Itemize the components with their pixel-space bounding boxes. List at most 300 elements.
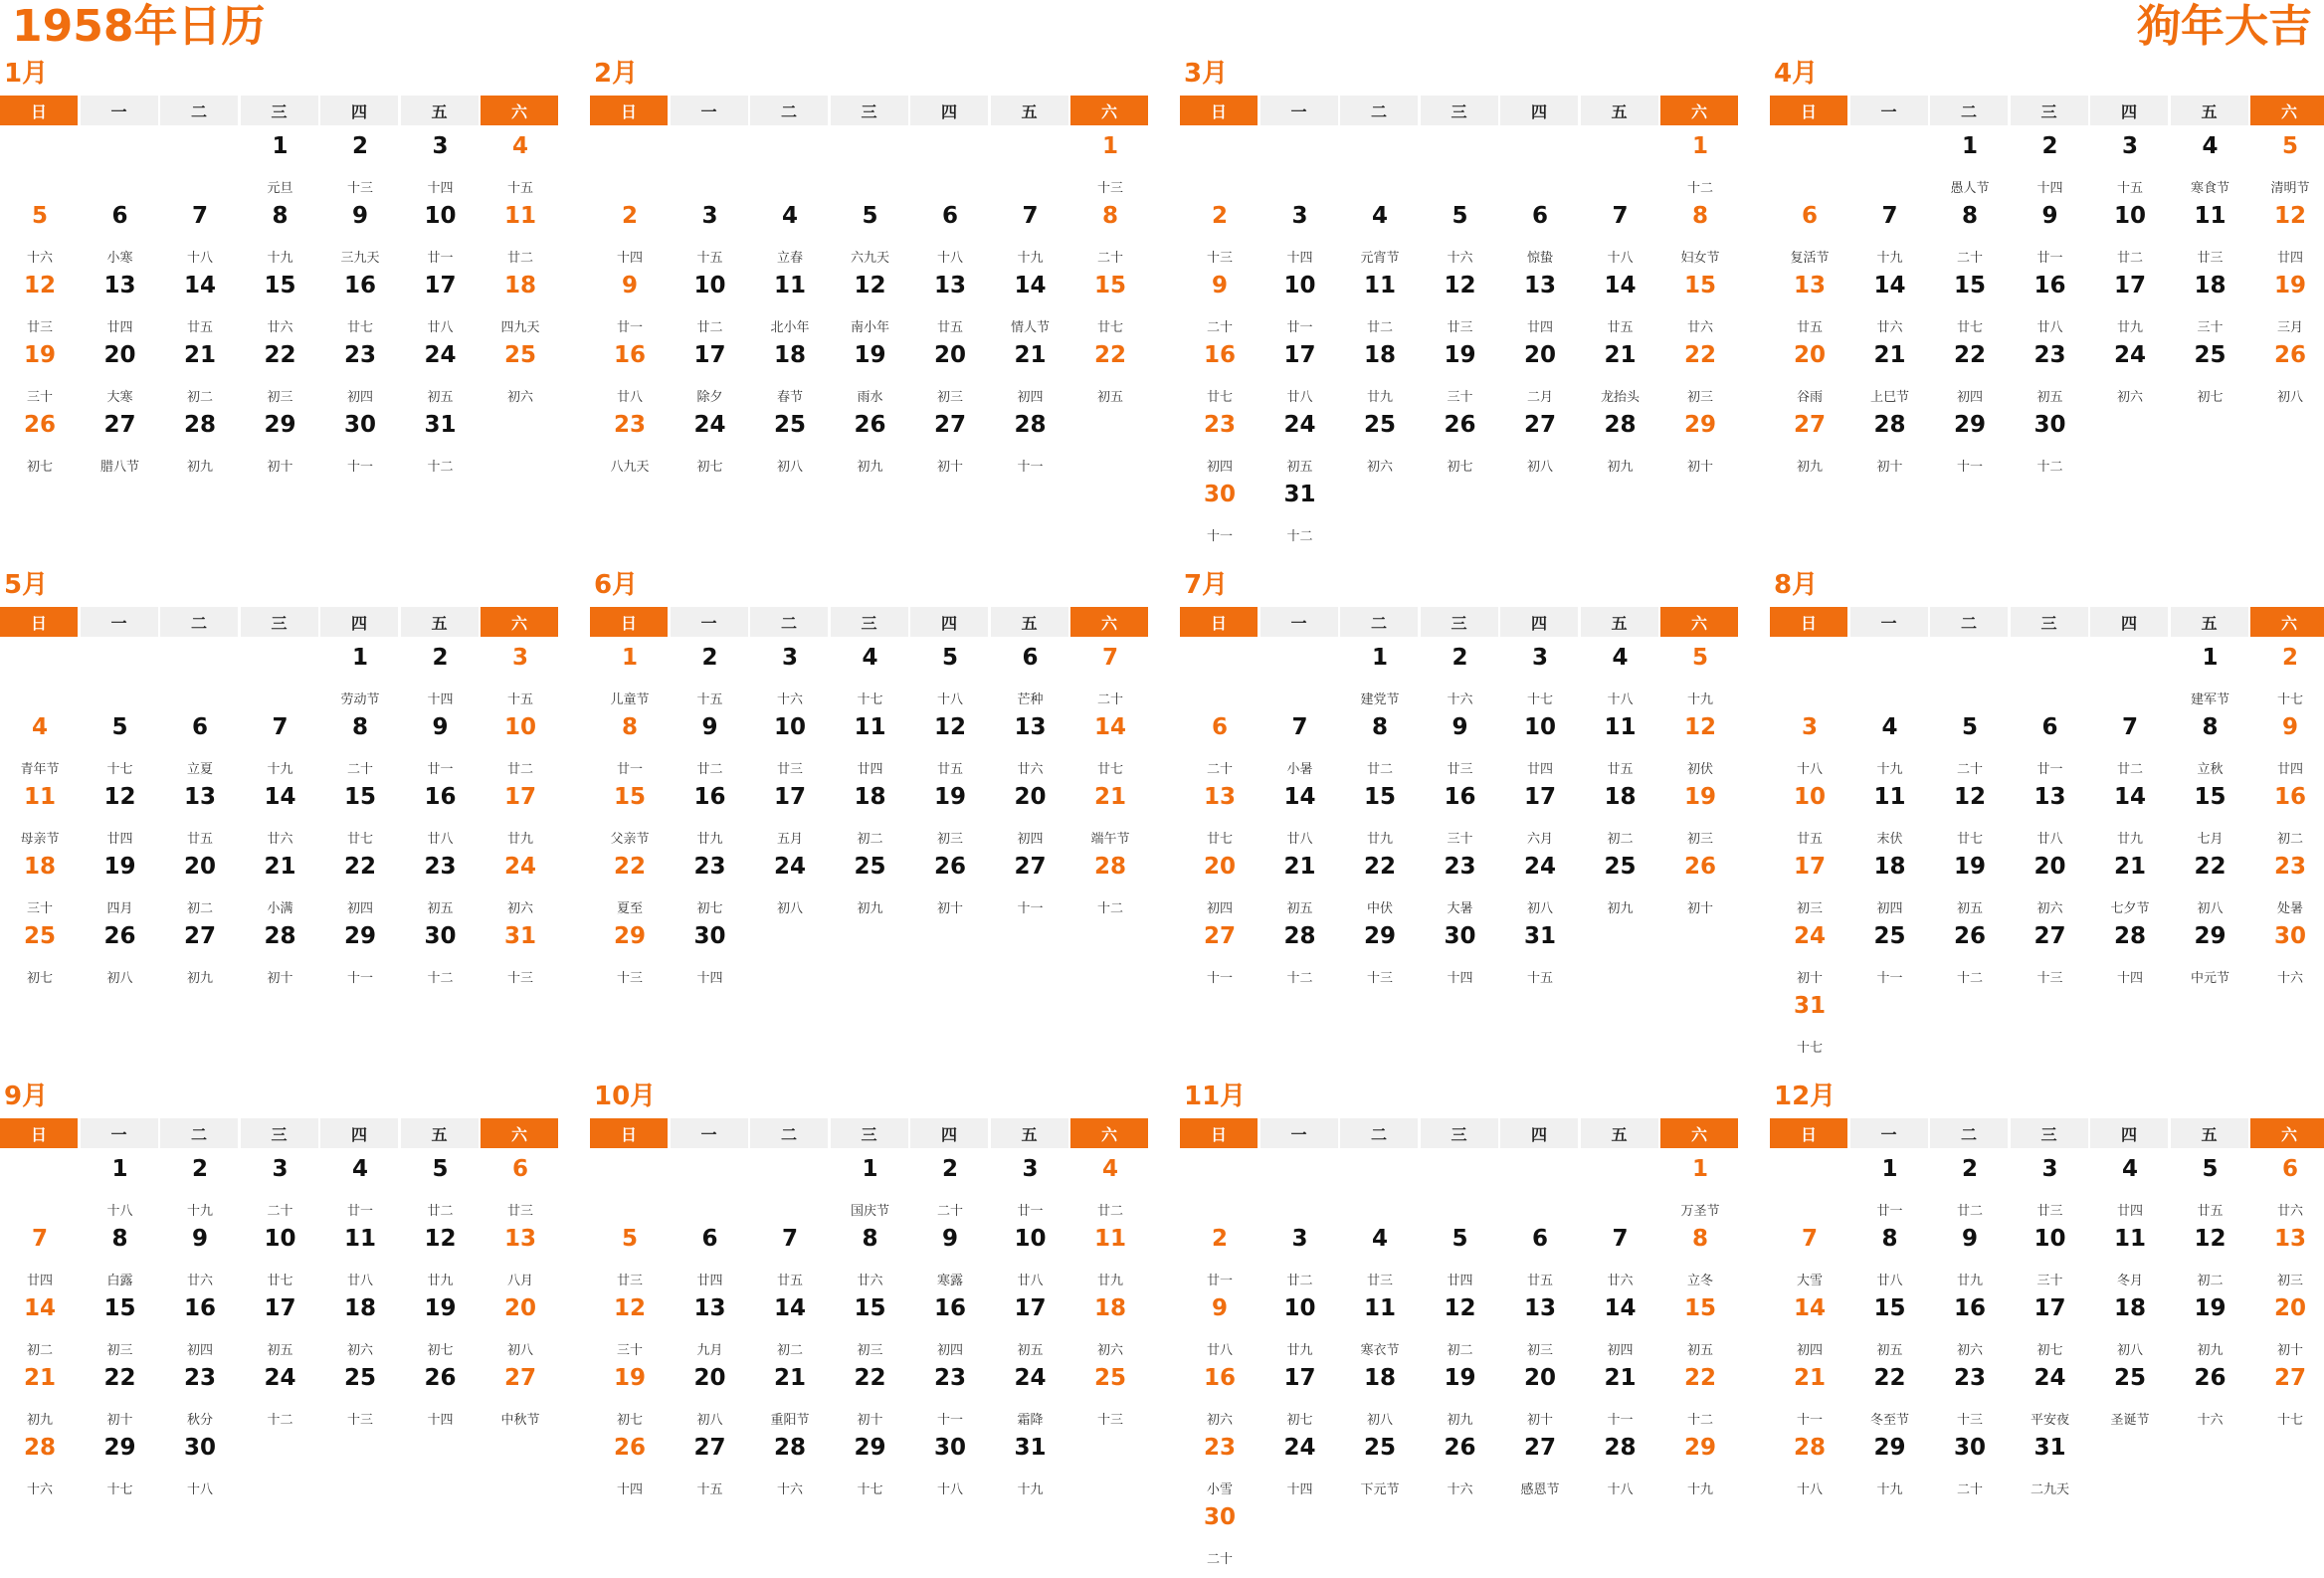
day-number: 5: [111, 714, 128, 740]
day-cell: [1180, 199, 1259, 269]
day-cell: [1660, 1291, 1740, 1361]
day-cell: [1340, 338, 1420, 408]
day-cell: [2090, 780, 2170, 850]
day-number: 16: [343, 273, 376, 298]
day-number: 4: [1612, 645, 1629, 671]
day-number: 15: [613, 784, 646, 810]
lunar-date: 初四: [1956, 390, 1983, 405]
day-number: 25: [1363, 1435, 1396, 1461]
day-cell: [671, 641, 750, 710]
day-number: 26: [23, 412, 56, 438]
day-number: 21: [1793, 1365, 1826, 1391]
weekday-label: 三: [241, 96, 318, 125]
day-number: 17: [424, 273, 457, 298]
day-number: 17: [1793, 854, 1826, 880]
lunar-date: 十五: [2116, 181, 2143, 196]
day-cell: [1180, 478, 1259, 547]
lunar-date: 廿九: [2116, 832, 2143, 847]
lunar-date: 初五: [1286, 460, 1313, 475]
day-cell: [1770, 1431, 1849, 1500]
day-cell: [401, 1152, 481, 1222]
weekday-label: 五: [1581, 607, 1658, 637]
day-number: 13: [1523, 1295, 1556, 1321]
day-cell: [1180, 1361, 1259, 1431]
day-number: 1: [1961, 133, 1978, 159]
weekday-header: [1180, 607, 1738, 637]
day-cell: [1581, 408, 1660, 478]
day-cell: [1260, 1361, 1340, 1431]
day-cell: [2011, 338, 2090, 408]
lunar-date: 廿九: [1956, 1274, 1983, 1288]
day-cell: [1770, 199, 1849, 269]
day-cell: [1850, 408, 1930, 478]
lunar-date: 十三: [1096, 181, 1123, 196]
day-number: 5: [2281, 133, 2298, 159]
day-number: 24: [1283, 412, 1316, 438]
lunar-date: 父亲节: [610, 832, 650, 847]
day-cell: [1070, 850, 1150, 919]
day-number: 23: [693, 854, 726, 880]
weekday-label: 五: [991, 607, 1068, 637]
day-number: 2: [1452, 645, 1468, 671]
lunar-date: 廿六: [1686, 320, 1713, 335]
lunar-date: 廿四: [1526, 320, 1553, 335]
day-cell: [671, 850, 750, 919]
lunar-date: 南小年: [850, 320, 889, 335]
day-number: 14: [183, 273, 216, 298]
day-number: 28: [1873, 412, 1906, 438]
day-number: 14: [1093, 714, 1126, 740]
lunar-date: 十七: [2276, 1413, 2303, 1428]
day-cell: [1180, 1431, 1259, 1500]
lunar-date: 初十: [106, 1413, 133, 1428]
day-number: 23: [933, 1365, 966, 1391]
day-cell: [160, 1361, 240, 1431]
day-cell: [750, 269, 830, 338]
day-number: 19: [2194, 1295, 2227, 1321]
lunar-date: 大寒: [106, 390, 133, 405]
day-number: 12: [2194, 1226, 2227, 1252]
lunar-date: 十八: [1796, 762, 1823, 777]
lunar-date: 除夕: [696, 390, 723, 405]
day-cell: [1660, 129, 1740, 199]
day-number: 9: [1211, 273, 1228, 298]
day-cell: [481, 199, 560, 269]
day-cell: [2090, 850, 2170, 919]
weekday-label: 三: [1421, 1118, 1498, 1148]
lunar-date: 二十: [936, 1204, 963, 1219]
lunar-date: 初二: [186, 901, 213, 916]
lunar-date: 廿七: [267, 1274, 293, 1288]
lunar-date: 十六: [1447, 692, 1473, 707]
lunar-date: 初八: [106, 971, 133, 986]
lunar-date: 廿五: [186, 320, 213, 335]
day-number: 28: [1604, 412, 1637, 438]
day-number: 3: [511, 645, 528, 671]
day-number: 7: [1291, 714, 1308, 740]
weekday-label: 日: [1770, 96, 1847, 125]
lunar-date: 廿一: [2036, 251, 2063, 266]
day-number: 8: [2202, 714, 2219, 740]
lunar-date: 初三: [267, 390, 293, 405]
day-number: 1: [862, 1156, 878, 1182]
day-number: 19: [23, 342, 56, 368]
day-number: 21: [1604, 1365, 1637, 1391]
lunar-date: 廿三: [1447, 762, 1473, 777]
lunar-date: 初四: [186, 1343, 213, 1358]
lunar-date: 廿二: [2116, 251, 2143, 266]
day-cell: [1770, 338, 1849, 408]
lunar-date: 立冬: [1686, 1274, 1713, 1288]
weekday-label: 六: [1070, 96, 1148, 125]
day-cell: [1340, 1431, 1420, 1500]
day-cell: [2171, 710, 2250, 780]
day-cell: [81, 269, 160, 338]
lunar-date: 廿六: [267, 832, 293, 847]
weekday-label: 五: [991, 1118, 1068, 1148]
day-cell: [401, 1291, 481, 1361]
day-cell: [1421, 850, 1500, 919]
day-number: 13: [1203, 784, 1236, 810]
day-number: 8: [1691, 1226, 1708, 1252]
lunar-date: 五月: [776, 832, 803, 847]
day-cell: [671, 1222, 750, 1291]
lunar-date: 初八: [1526, 460, 1553, 475]
day-cell: [1421, 269, 1500, 338]
day-cell: [1070, 1291, 1150, 1361]
day-cell: [1770, 1361, 1849, 1431]
day-number: 9: [2041, 203, 2058, 229]
lunar-date: 初五: [267, 1343, 293, 1358]
day-number: 8: [1101, 203, 1118, 229]
day-number: 6: [2041, 714, 2058, 740]
day-number: 27: [103, 412, 136, 438]
day-number: 22: [103, 1365, 136, 1391]
month-block: [0, 1081, 558, 1578]
day-cell: [991, 1222, 1070, 1291]
day-number: 9: [351, 203, 368, 229]
lunar-date: 初十: [1686, 460, 1713, 475]
day-number: 13: [103, 273, 136, 298]
day-cell: [160, 780, 240, 850]
day-number: 1: [1371, 645, 1388, 671]
day-cell: [590, 408, 670, 478]
lunar-date: 二十: [1206, 762, 1233, 777]
day-number: 27: [693, 1435, 726, 1461]
day-number: 4: [2202, 133, 2219, 159]
day-cell: [481, 641, 560, 710]
day-number: 13: [2273, 1226, 2306, 1252]
day-number: 9: [621, 273, 638, 298]
lunar-date: 初十: [936, 460, 963, 475]
day-cell: [590, 641, 670, 710]
day-number: 27: [1523, 412, 1556, 438]
day-number: 21: [1604, 342, 1637, 368]
lunar-date: 十二: [2036, 460, 2063, 475]
lunar-date: 初十: [1686, 901, 1713, 916]
day-cell: [1421, 1291, 1500, 1361]
day-number: 5: [1452, 203, 1468, 229]
lunar-date: 廿五: [1607, 320, 1634, 335]
day-cell: [1070, 129, 1150, 199]
lunar-date: 十五: [696, 251, 723, 266]
day-cell: [1770, 850, 1849, 919]
day-number: 22: [343, 854, 376, 880]
day-cell: [1070, 338, 1150, 408]
day-cell: [0, 1222, 80, 1291]
lunar-date: 初十: [2276, 1343, 2303, 1358]
lunar-date: 初五: [1017, 1343, 1044, 1358]
day-number: 4: [1371, 1226, 1388, 1252]
day-cell: [0, 338, 80, 408]
day-cell: [81, 850, 160, 919]
weekday-label: 二: [1930, 96, 2008, 125]
weekday-label: 五: [401, 96, 479, 125]
day-cell: [1260, 408, 1340, 478]
lunar-date: 廿四: [106, 832, 133, 847]
day-number: 1: [1101, 133, 1118, 159]
day-number: 6: [701, 1226, 718, 1252]
month-title: 8月: [1774, 570, 1819, 600]
weekday-label: 五: [401, 607, 479, 637]
day-cell: [2011, 129, 2090, 199]
day-cell: [160, 1431, 240, 1500]
day-cell: [671, 1431, 750, 1500]
day-cell: [910, 1361, 990, 1431]
day-number: 3: [701, 203, 718, 229]
lunar-date: 秋分: [186, 1413, 213, 1428]
day-number: 30: [1444, 923, 1476, 949]
lunar-date: 春节: [776, 390, 803, 405]
day-cell: [2250, 1152, 2324, 1222]
lunar-date: 廿四: [26, 1274, 53, 1288]
lunar-date: 廿九: [1366, 390, 1393, 405]
day-cell: [320, 129, 400, 199]
day-number: 20: [1203, 854, 1236, 880]
day-number: 30: [933, 1435, 966, 1461]
day-number: 23: [613, 412, 646, 438]
day-number: 19: [1444, 1365, 1476, 1391]
lunar-date: 十三: [1366, 971, 1393, 986]
day-cell: [1070, 1361, 1150, 1431]
lunar-date: 十九: [1876, 251, 1903, 266]
day-number: 26: [933, 854, 966, 880]
day-number: 29: [1683, 1435, 1716, 1461]
lunar-date: 十九: [1876, 762, 1903, 777]
day-cell: [320, 199, 400, 269]
day-number: 14: [773, 1295, 806, 1321]
day-number: 29: [1363, 923, 1396, 949]
lunar-date: 廿三: [616, 1274, 643, 1288]
day-number: 10: [503, 714, 536, 740]
weekday-label: 一: [1850, 1118, 1928, 1148]
day-cell: [1180, 850, 1259, 919]
day-number: 10: [693, 273, 726, 298]
day-number: 18: [2113, 1295, 2146, 1321]
day-number: 19: [933, 784, 966, 810]
day-cell: [241, 1291, 320, 1361]
day-number: 19: [1683, 784, 1716, 810]
day-cell: [241, 1222, 320, 1291]
day-cell: [2011, 1431, 2090, 1500]
lunar-date: 国庆节: [850, 1204, 889, 1219]
day-number: 16: [933, 1295, 966, 1321]
lunar-date: 初九: [1607, 460, 1634, 475]
day-cell: [671, 919, 750, 989]
lunar-date: 端午节: [1090, 832, 1130, 847]
lunar-date: 九月: [696, 1343, 723, 1358]
lunar-date: 初二: [2197, 1274, 2224, 1288]
day-number: 22: [1683, 1365, 1716, 1391]
day-number: 28: [1093, 854, 1126, 880]
day-cell: [590, 850, 670, 919]
lunar-date: 圣诞节: [2110, 1413, 2150, 1428]
day-cell: [750, 338, 830, 408]
day-cell: [1260, 1291, 1340, 1361]
day-number: 21: [2113, 854, 2146, 880]
lunar-date: 廿二: [1956, 1204, 1983, 1219]
day-cell: [750, 1291, 830, 1361]
day-cell: [1581, 1222, 1660, 1291]
lunar-date: 初四: [346, 390, 373, 405]
day-number: 12: [1683, 714, 1716, 740]
day-cell: [2250, 199, 2324, 269]
lunar-date: 二十: [1206, 1552, 1233, 1567]
month-block: [1770, 569, 2324, 1067]
weekday-label: 日: [1180, 96, 1258, 125]
day-cell: [831, 850, 910, 919]
day-number: 26: [1444, 1435, 1476, 1461]
lunar-date: 十一: [1876, 971, 1903, 986]
day-cell: [671, 269, 750, 338]
day-cell: [1500, 199, 1580, 269]
day-cell: [1421, 1361, 1500, 1431]
day-cell: [320, 710, 400, 780]
lunar-date: 母亲节: [20, 832, 60, 847]
day-number: 10: [1283, 1295, 1316, 1321]
day-cell: [2011, 1291, 2090, 1361]
day-cell: [0, 919, 80, 989]
lunar-date: 建军节: [2190, 692, 2229, 707]
lunar-date: 十五: [506, 181, 533, 196]
day-cell: [481, 780, 560, 850]
lunar-date: 初七: [696, 901, 723, 916]
day-cell: [241, 408, 320, 478]
weekday-label: 五: [2171, 1118, 2248, 1148]
day-cell: [1850, 919, 1930, 989]
weekday-header: [0, 607, 558, 637]
lunar-date: 初九: [857, 460, 883, 475]
day-number: 15: [2194, 784, 2227, 810]
day-cell: [1500, 1291, 1580, 1361]
day-number: 31: [2034, 1435, 2066, 1461]
day-number: 18: [23, 854, 56, 880]
lunar-date: 冬至节: [1869, 1413, 1909, 1428]
day-cell: [590, 710, 670, 780]
day-number: 31: [1793, 993, 1826, 1019]
day-cell: [1930, 919, 2010, 989]
day-cell: [0, 850, 80, 919]
lunar-date: 十二: [267, 1413, 293, 1428]
lunar-date: 初八: [696, 1413, 723, 1428]
day-cell: [910, 780, 990, 850]
day-number: 24: [2113, 342, 2146, 368]
lunar-date: 廿三: [1366, 1274, 1393, 1288]
day-number: 25: [773, 412, 806, 438]
day-number: 4: [1101, 1156, 1118, 1182]
day-number: 3: [1291, 203, 1308, 229]
lunar-date: 六月: [1526, 832, 1553, 847]
day-cell: [481, 1361, 560, 1431]
lunar-date: 廿九: [1096, 1274, 1123, 1288]
day-cell: [590, 919, 670, 989]
day-cell: [1421, 780, 1500, 850]
lunar-date: 廿八: [427, 832, 454, 847]
lunar-date: 立秋: [2197, 762, 2224, 777]
day-cell: [2011, 850, 2090, 919]
day-number: 5: [1452, 1226, 1468, 1252]
day-cell: [991, 780, 1070, 850]
lunar-date: 二十: [1956, 762, 1983, 777]
weekday-header: [1770, 607, 2324, 637]
day-cell: [160, 199, 240, 269]
lunar-date: 廿四: [696, 1274, 723, 1288]
day-number: 15: [1363, 784, 1396, 810]
day-number: 11: [503, 203, 536, 229]
weekday-header: [0, 96, 558, 125]
day-cell: [0, 408, 80, 478]
day-number: 3: [781, 645, 798, 671]
day-number: 27: [933, 412, 966, 438]
lunar-date: 初九: [1796, 460, 1823, 475]
day-cell: [1581, 1431, 1660, 1500]
lunar-date: 廿一: [1017, 1204, 1044, 1219]
day-cell: [1930, 199, 2010, 269]
lunar-date: 初伏: [1686, 762, 1713, 777]
day-cell: [991, 338, 1070, 408]
day-cell: [1500, 710, 1580, 780]
day-number: 10: [1283, 273, 1316, 298]
lunar-date: 初九: [2197, 1343, 2224, 1358]
weekday-label: 日: [590, 96, 668, 125]
lunar-date: 二十: [1956, 251, 1983, 266]
lunar-date: 初六: [506, 390, 533, 405]
day-number: 26: [1444, 412, 1476, 438]
day-number: 17: [1014, 1295, 1047, 1321]
lunar-date: 初二: [857, 832, 883, 847]
day-number: 28: [1014, 412, 1047, 438]
day-number: 16: [1953, 1295, 1986, 1321]
day-cell: [1850, 1361, 1930, 1431]
day-number: 16: [424, 784, 457, 810]
day-number: 23: [1444, 854, 1476, 880]
lunar-date: 十八: [936, 692, 963, 707]
day-cell: [1421, 641, 1500, 710]
lunar-date: 初四: [1017, 832, 1044, 847]
lunar-date: 十八: [1607, 692, 1634, 707]
lunar-date: 廿三: [26, 320, 53, 335]
lunar-date: 初八: [776, 460, 803, 475]
day-number: 10: [2113, 203, 2146, 229]
day-cell: [1260, 338, 1340, 408]
lunar-date: 初三: [2276, 1274, 2303, 1288]
weekday-label: 四: [1500, 1118, 1578, 1148]
lunar-date: 十三: [346, 1413, 373, 1428]
lunar-date: 廿九: [506, 832, 533, 847]
day-cell: [2250, 780, 2324, 850]
day-number: 16: [2034, 273, 2066, 298]
day-number: 4: [1371, 203, 1388, 229]
